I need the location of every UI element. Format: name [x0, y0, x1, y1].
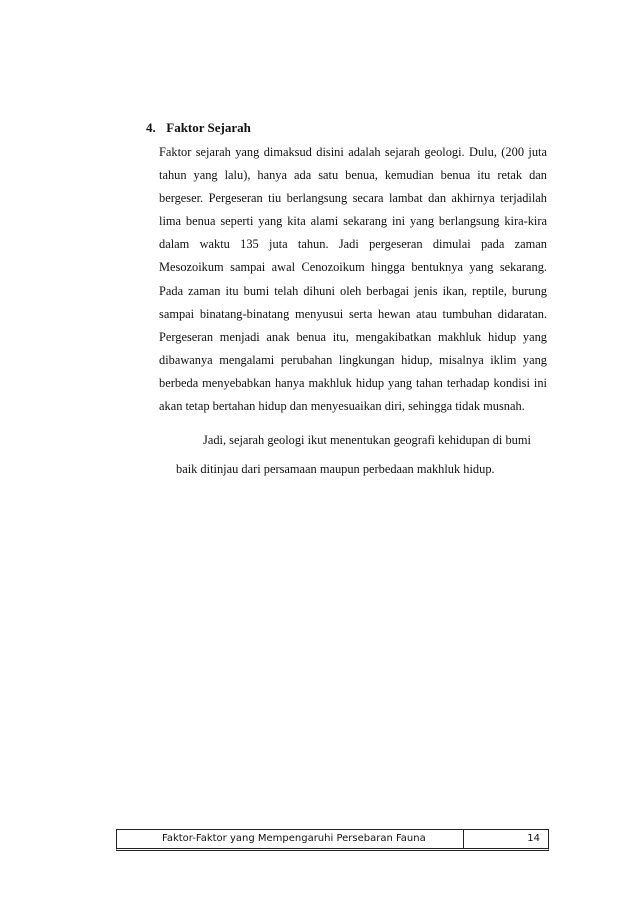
conclusion-line-2: baik ditinjau dari persamaan maupun perbedaan makhluk hidup.	[176, 462, 495, 476]
conclusion-line-1: Jadi, sejarah geologi ikut menentukan geografi kehidupan di bumi	[203, 433, 531, 447]
section-title: Faktor Sejarah	[166, 120, 251, 135]
page-number: 14	[527, 833, 540, 844]
section-number: 4.	[146, 120, 156, 135]
paragraph-conclusion	[159, 426, 547, 484]
footer-title: Faktor-Faktor yang Mempengaruhi Persebaran Fauna	[117, 830, 464, 848]
section-heading	[146, 120, 251, 136]
paragraph-main: Faktor sejarah yang dimaksud disini adalah sejarah geologi. Dulu, (200 juta tahun yang lalu), hanya ada satu benua, kemudian benua itu retak dan bergeser. Pergeseran tiu berlangsung secara lambat dan akhirnya terjadilah lima benua seperti yang kita alami sekarang ini yang berlangsung kira-kira dalam waktu 135 juta tahun. Jadi pergeseran dimulai pada zaman Mesozoikum sampai awal Cenozoikum hingga bentuknya yang sekarang. Pada zaman itu bumi telah dihuni oleh berbagai jenis ikan, reptile, burung sampai binatang-binatang menyusui serta hewan atau tumbuhan didaratan. Pergeseran menjadi anak benua itu, mengakibatkan makhluk hidup yang dibawanya mengalami perubahan lingkungan hidup, misalnya iklim yang berbeda menyebabkan hanya makhluk hidup yang tahan terhadap kondisi ini akan tetap bertahan hidup dan menyesuaikan diri, sehingga tidak musnah.	[159, 145, 547, 414]
page-footer	[116, 829, 549, 851]
